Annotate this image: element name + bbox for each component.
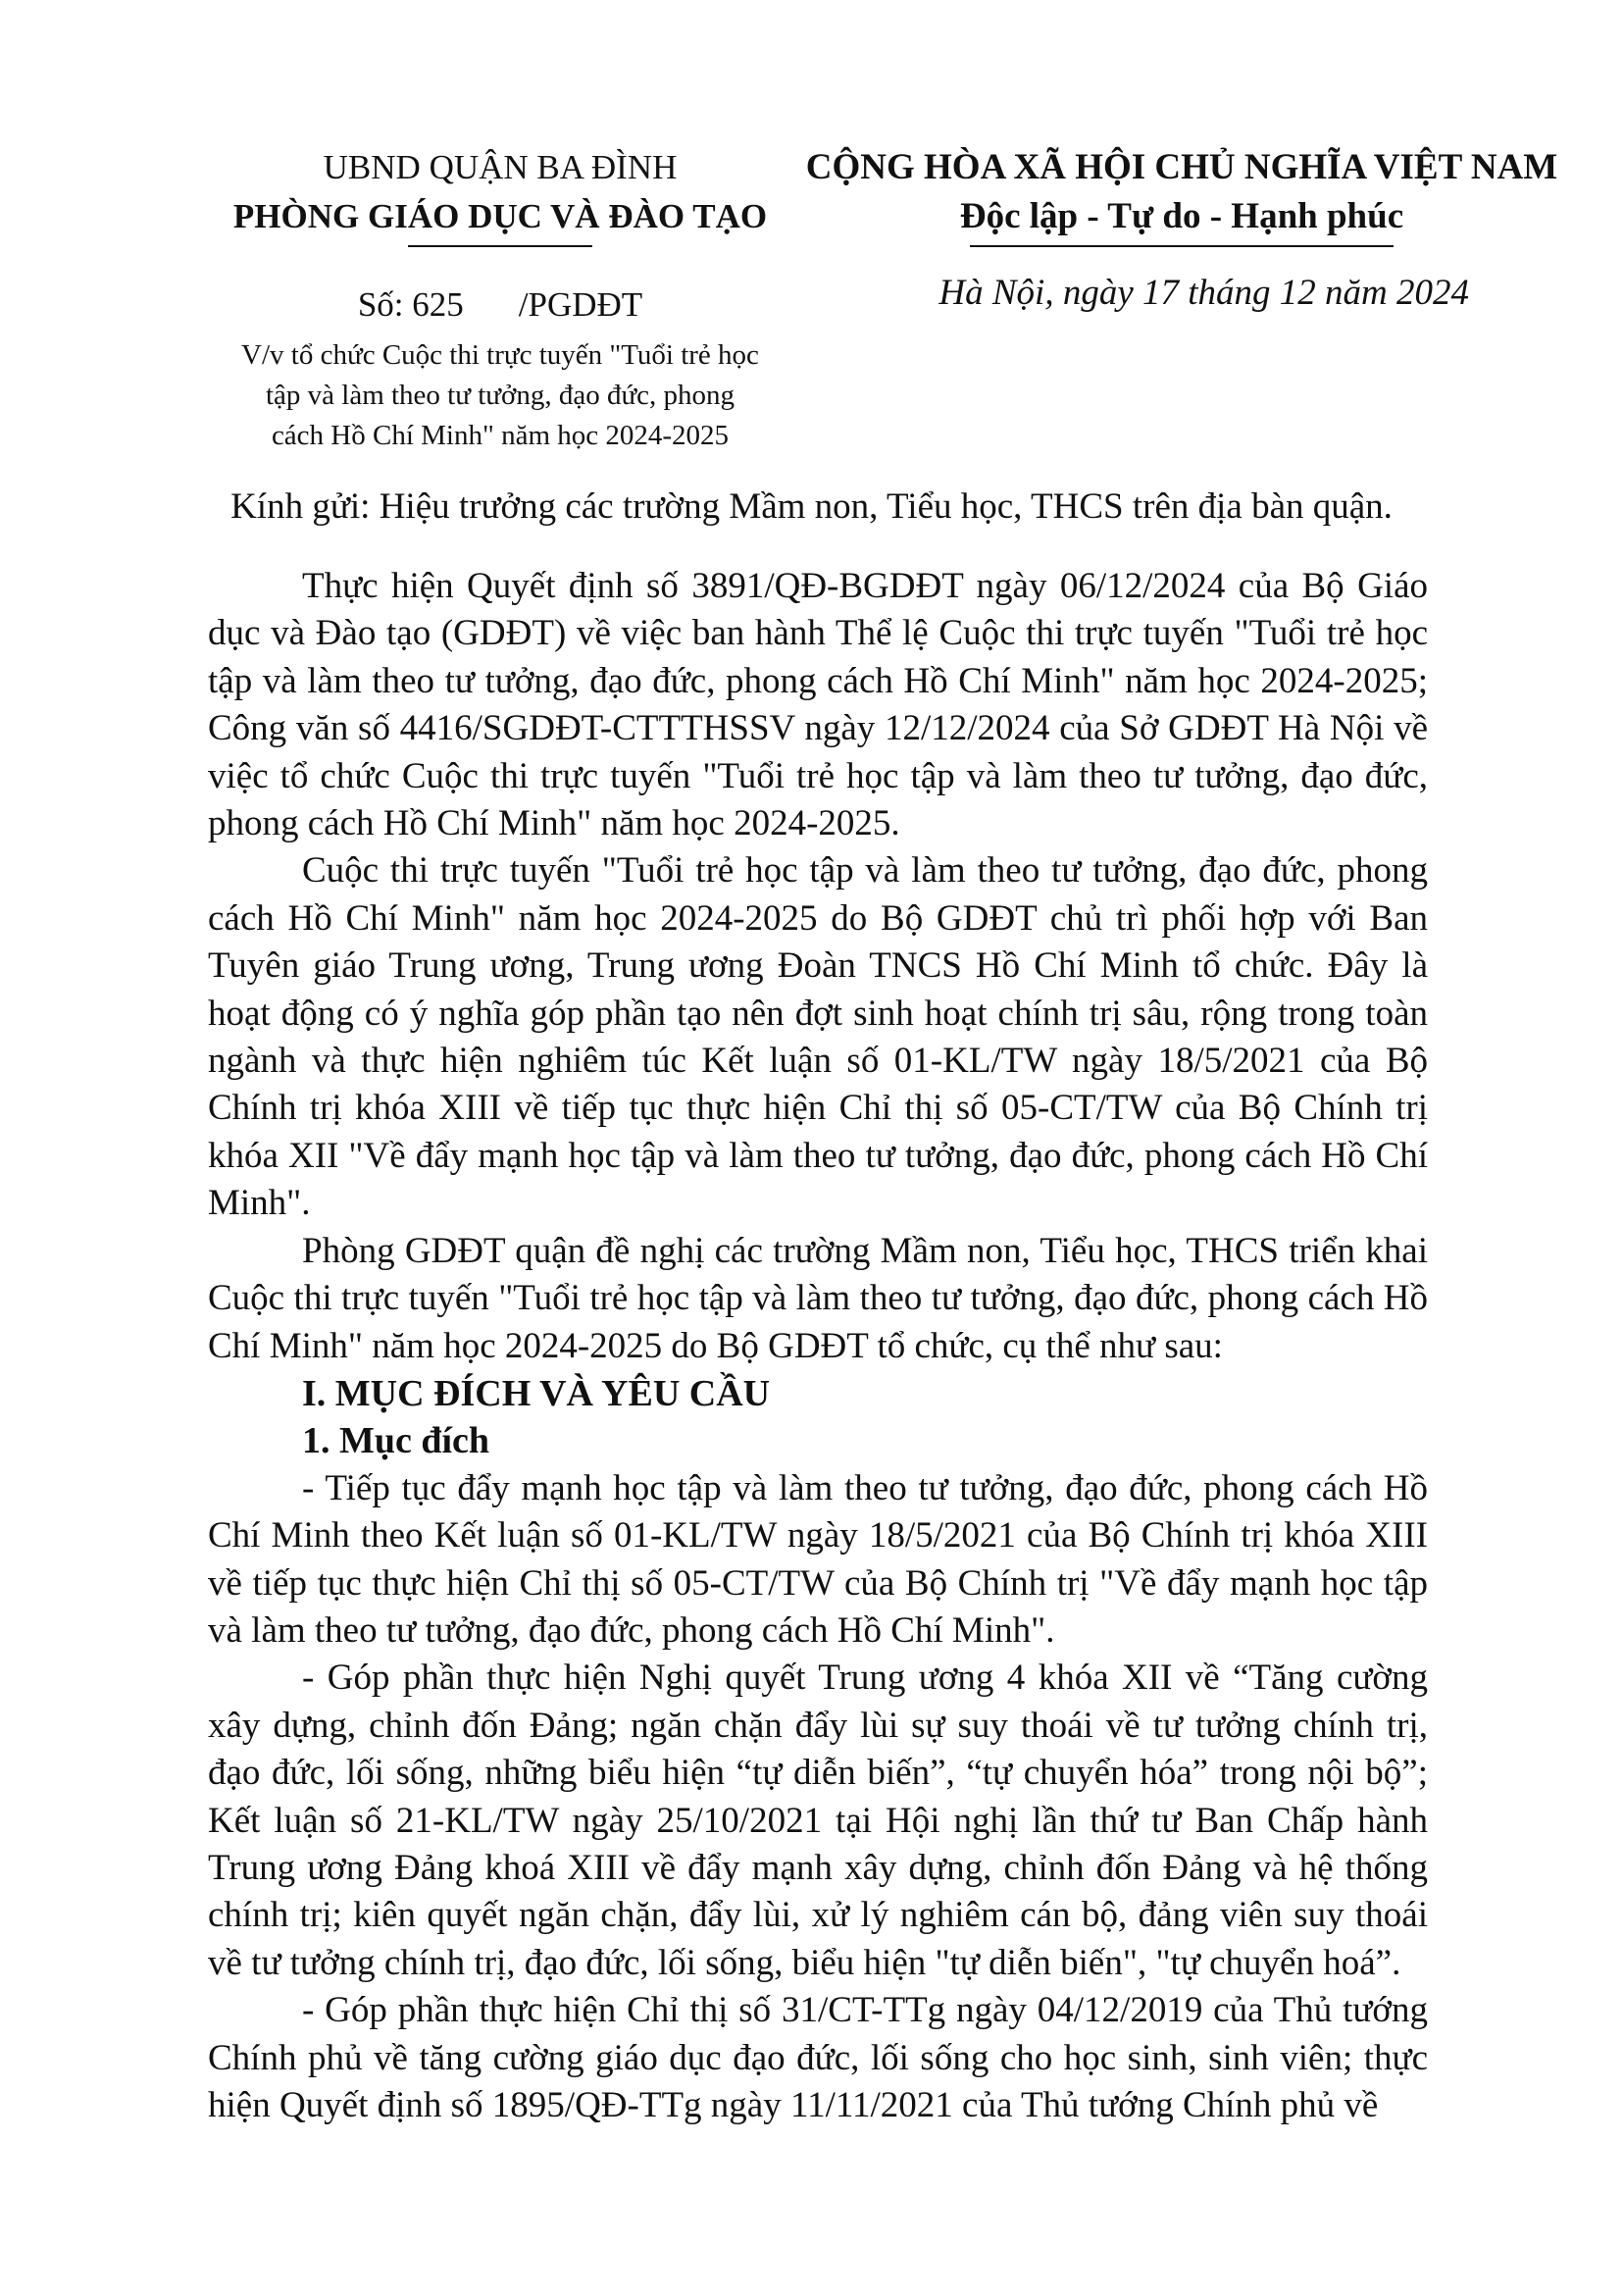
document-number-suffix: /PGDĐT: [518, 285, 643, 324]
subject-line: V/v tổ chức Cuộc thi trực tuyến "Tuổi trẻ học: [241, 339, 759, 371]
issuer-parent-org: UBND QUẬN BA ĐÌNH: [323, 148, 678, 186]
motto-underline: [970, 245, 1394, 247]
recipient-line: Kính gửi: Hiệu trưởng các trường Mầm non, Tiểu học, THCS trên địa bàn quận.: [230, 486, 1393, 527]
issuer-underline: [408, 245, 592, 247]
document-number-prefix: Số: 625: [357, 285, 464, 324]
document-body: [208, 563, 1428, 2129]
document-date: Hà Nội, ngày 17 tháng 12 năm 2024: [938, 273, 1469, 313]
subject-line: cách Hồ Chí Minh" năm học 2024-2025: [271, 420, 730, 451]
issuer-block: [177, 143, 824, 456]
national-title: CỘNG HÒA XÃ HỘI CHỦ NGHĨA VIỆT NAM: [805, 147, 1558, 187]
subject-line: tập và làm theo tư tưởng, đạo đức, phong: [265, 380, 735, 411]
body-paragraph: - Góp phần thực hiện Chỉ thị số 31/CT-TTg ngày 04/12/2019 của Thủ tướng Chính phủ về tăng cường giáo dục đạo đức, lối sống cho học sinh, sinh viên; thực hiện Quyết định số 1895/QĐ-TTg ngày 11/11/2021 của Thủ tướng Chính phủ về: [208, 1990, 1428, 2125]
national-motto: Độc lập - Tự do - Hạnh phúc: [959, 196, 1404, 236]
national-motto-block: [804, 143, 1559, 318]
document-number: [177, 281, 824, 330]
issuer-org: PHÒNG GIÁO DỤC VÀ ĐÀO TẠO: [232, 197, 768, 235]
body-paragraph: Cuộc thi trực tuyến "Tuổi trẻ học tập và làm theo tư tưởng, đạo đức, phong cách Hồ Chí Minh" năm học 2024-2025 do Bộ GDĐT chủ trì phối hợp với Ban Tuyên giáo Trung ương, Trung ương Đoàn TNCS Hồ Chí Minh tổ chức. Đây là hoạt động có ý nghĩa góp phần tạo nên đợt sinh hoạt chính trị sâu, rộng trong toàn ngành và thực hiện nghiêm túc Kết luận số 01-KL/TW ngày 18/5/2021 của Bộ Chính trị khóa XIII về tiếp tục thực hiện Chỉ thị số 05-CT/TW của Bộ Chính trị khóa XII "Về đẩy mạnh học tập và làm theo tư tưởng, đạo đức, phong cách Hồ Chí Minh".: [208, 850, 1428, 1224]
body-paragraph: Phòng GDĐT quận đề nghị các trường Mầm non, Tiểu học, THCS triển khai Cuộc thi trực tuyến "Tuổi trẻ học tập và làm theo tư tưởng, đạo đức, phong cách Hồ Chí Minh" năm học 2024-2025 do Bộ GDĐT tổ chức, cụ thể như sau:: [208, 1230, 1428, 1366]
body-paragraph: - Góp phần thực hiện Nghị quyết Trung ương 4 khóa XII về “Tăng cường xây dựng, chỉnh đốn Đảng; ngăn chặn đẩy lùi sự suy thoái về tư tưởng chính trị, đạo đức, lối sống, những biểu hiện “tự diễn biến”, “tự chuyển hóa” trong nội bộ”; Kết luận số 21-KL/TW ngày 25/10/2021 tại Hội nghị lần thứ tư Ban Chấp hành Trung ương Đảng khoá XIII về đẩy mạnh xây dựng, chỉnh đốn Đảng và hệ thống chính trị; kiên quyết ngăn chặn, đẩy lùi, xử lý nghiêm cán bộ, đảng viên suy thoái về tư tưởng chính trị, đạo đức, lối sống, biểu hiện "tự diễn biến", "tự chuyển hoá”.: [208, 1658, 1428, 1983]
subsection-heading: 1. Mục đích: [302, 1420, 490, 1462]
body-paragraph: Thực hiện Quyết định số 3891/QĐ-BGDĐT ngày 06/12/2024 của Bộ Giáo dục và Đào tạo (GDĐT) về việc ban hành Thể lệ Cuộc thi trực tuyến "Tuổi trẻ học tập và làm theo tư tưởng, đạo đức, phong cách Hồ Chí Minh" năm học 2024-2025; Công văn số 4416/SGDĐT-CTTTHSSV ngày 12/12/2024 của Sở GDĐT Hà Nội về việc tổ chức Cuộc thi trực tuyến "Tuổi trẻ học tập và làm theo tư tưởng, đạo đức, phong cách Hồ Chí Minh" năm học 2024-2025.: [208, 566, 1428, 844]
document-subject: [177, 335, 824, 456]
body-paragraph: - Tiếp tục đẩy mạnh học tập và làm theo tư tưởng, đạo đức, phong cách Hồ Chí Minh theo Kết luận số 01-KL/TW ngày 18/5/2021 của Bộ Chính trị khóa XIII về tiếp tục thực hiện Chỉ thị số 05-CT/TW của Bộ Chính trị "Về đẩy mạnh học tập và làm theo tư tưởng, đạo đức, phong cách Hồ Chí Minh".: [208, 1467, 1428, 1651]
section-heading: I. MỤC ĐÍCH VÀ YÊU CẦU: [302, 1372, 771, 1414]
